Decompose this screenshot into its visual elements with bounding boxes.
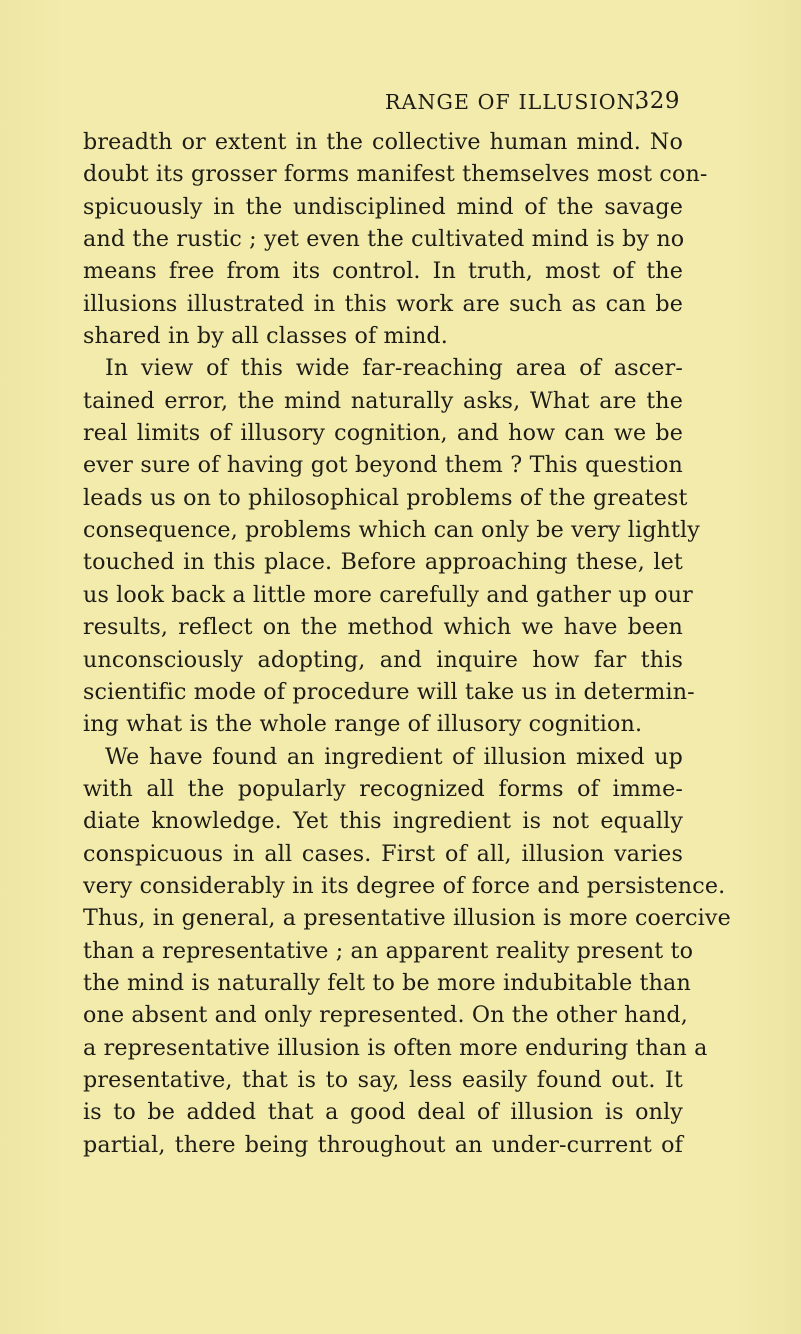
text-line: results, reflect on the method which we have been — [83, 614, 683, 641]
text-line: means free from its control. In truth, most of the — [83, 258, 683, 285]
text-line: is to be added that a good deal of illusion is only — [83, 1099, 683, 1126]
text-line: and the rustic ; yet even the cultivated mind is by no — [83, 226, 685, 253]
text-line: partial, there being throughout an under-current of — [83, 1131, 683, 1158]
body-text — [83, 126, 731, 1161]
text-line: than a representative ; an apparent reality present to — [83, 937, 694, 964]
text-line: diate knowledge. Yet this ingredient is not equally — [83, 808, 683, 835]
text-line: consequence, problems which can only be very lightly — [83, 517, 700, 544]
running-title: RANGE OF ILLUSION. — [385, 90, 642, 114]
text-line: us look back a little more carefully and gather up our — [83, 581, 693, 608]
text-line: real limits of illusory cognition, and how can we be — [83, 420, 683, 447]
text-line: touched in this place. Before approaching these, let — [83, 549, 683, 576]
text-line: leads us on to philosophical problems of the greatest — [83, 484, 688, 511]
text-line: ever sure of having got beyond them ? This question — [83, 452, 683, 479]
text-line: conspicuous in all cases. First of all, illusion varies — [83, 840, 683, 867]
paragraph-end-line: ing what is the whole range of illusory cognition. — [83, 711, 643, 738]
text-line: breadth or extent in the collective human mind. No — [83, 129, 683, 155]
text-line: presentative, that is to say, less easily found out. It — [83, 1066, 683, 1093]
text-line: scientific mode of procedure will take us in determin- — [83, 678, 695, 705]
paragraph-end-line: shared in by all classes of mind. — [83, 323, 448, 350]
text-line: a representative illusion is often more enduring than a — [83, 1034, 708, 1061]
text-line: unconsciously adopting, and inquire how far this — [83, 646, 683, 673]
page-header — [0, 84, 801, 114]
text-line: spicuously in the undisciplined mind of the savage — [83, 193, 683, 220]
text-line: Thus, in general, a presentative illusion is more coercive — [83, 905, 731, 932]
text-line: very considerably in its degree of force and persistence. — [83, 872, 726, 899]
text-line: one absent and only represented. On the other hand, — [83, 1002, 688, 1029]
text-line: illusions illustrated in this work are such as can be — [83, 290, 683, 317]
paragraph-start-line: We have found an ingredient of illusion mixed up — [105, 743, 683, 770]
paragraph-start-line: In view of this wide far-reaching area of ascer- — [105, 355, 683, 382]
page-number: 329 — [634, 88, 680, 114]
text-line: the mind is naturally felt to be more indubitable than — [83, 969, 691, 996]
text-line: with all the popularly recognized forms of imme- — [83, 775, 683, 802]
text-line: tained error, the mind naturally asks, What are the — [83, 387, 683, 414]
text-line: doubt its grosser forms manifest themselves most con- — [83, 161, 708, 188]
